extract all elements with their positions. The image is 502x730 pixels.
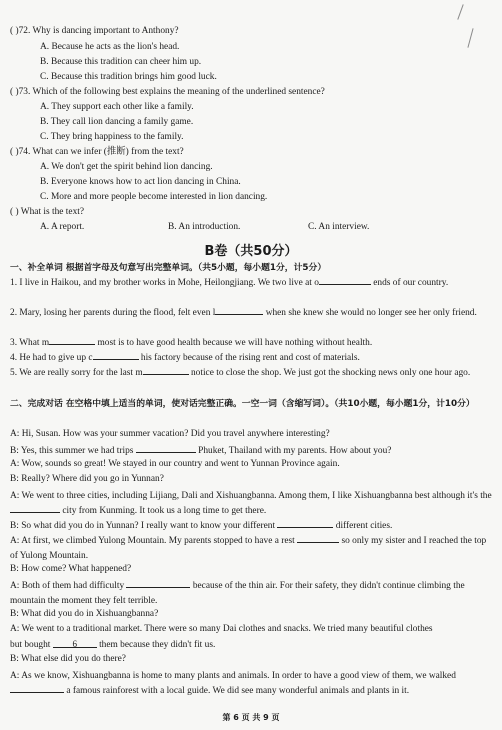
answer-blank[interactable]	[297, 534, 339, 543]
q73-option-c: C. They bring happiness to the family.	[40, 132, 184, 142]
s1-item-4: 4. He had to give up c his factory because of the rising rent and cost of materials.	[10, 353, 360, 363]
q72-option-c: C. Because this tradition brings him good luck.	[40, 72, 217, 82]
answer-blank[interactable]	[10, 504, 60, 513]
q74-option-a: A. We don't get the spirit behind lion dancing.	[40, 162, 213, 172]
s1-item-1: 1. I live in Haikou, and my brother works in Mohe, Heilongjiang. We two live at o ends of our country.	[10, 278, 449, 288]
answer-blank[interactable]	[93, 351, 139, 360]
dialogue-line: A: We went to three cities, including Lijiang, Dali and Xishuangbanna. Among them, I like Xishuangbanna best although it's the city from Kunming. It took us a long time to get there.	[10, 491, 492, 516]
scan-mark	[457, 4, 463, 19]
dialogue-line: B: Really? Where did you go in Yunnan?	[10, 474, 164, 484]
dialogue-line: B: Yes, this summer we had trips Phuket, Thailand with my parents. How about you?	[10, 446, 392, 456]
answer-blank[interactable]	[319, 276, 371, 285]
part-b-title: B卷（共50分）	[204, 244, 298, 259]
q75-option-a: A. A report.	[40, 222, 85, 232]
q73-option-a: A. They support each other like a family.	[40, 102, 194, 112]
q74-option-c: C. More and more people become interested in lion dancing.	[40, 192, 268, 202]
q72-option-a: A. Because he acts as the lion's head.	[40, 42, 180, 52]
s1-item-2: 2. Mary, losing her parents during the flood, felt even l when she knew she would no longer see her only friend.	[10, 308, 477, 318]
dialogue-line: A: Wow, sounds so great! We stayed in our country and went to Yunnan Province again.	[10, 459, 340, 469]
dialogue-line: B: So what did you do in Yunnan? I really want to know your different different cities.	[10, 521, 393, 531]
dialogue-line: B: How come? What happened?	[10, 564, 132, 574]
dialogue-line: A: Hi, Susan. How was your summer vacation? Did you travel anywhere interesting?	[10, 429, 330, 439]
s1-item-3: 3. What m most is to have good health because we will have nothing without health.	[10, 338, 373, 348]
q73-stem: ( )73. Which of the following best explains the meaning of the underlined sentence?	[10, 87, 325, 97]
answer-blank[interactable]	[277, 519, 333, 528]
dialogue-line: A: At first, we climbed Yulong Mountain. My parents stopped to have a rest so only my sister and I reached the top of Yulong Mountain.	[10, 536, 487, 561]
q73-option-b: B. They call lion dancing a family game.	[40, 117, 194, 127]
section1-heading: 一、补全单词 根据首字母及句意写出完整单词。（共5小题，每小题1分，计5分）	[10, 263, 327, 273]
dialogue-line: but bought 6 them because they didn't fit us.	[10, 639, 216, 650]
q72-option-b: B. Because this tradition can cheer him up.	[40, 57, 202, 67]
dialogue-line: A: As we know, Xishuangbanna is home to many plants and animals. In order to have a good view of them, we walked a famous rainforest with a local guide. We did see many wonderful animals and plants in it.	[10, 671, 456, 696]
answer-blank[interactable]: 6	[53, 639, 97, 648]
answer-blank[interactable]	[49, 336, 95, 345]
q75-stem: ( ) What is the text?	[10, 207, 85, 217]
answer-blank[interactable]	[215, 306, 263, 315]
answer-blank[interactable]	[136, 444, 196, 453]
dialogue-line: A: We went to a traditional market. There were so many Dai clothes and snacks. We tried many beautiful clothes	[10, 624, 433, 634]
q72-stem: ( )72. Why is dancing important to Anthony?	[10, 26, 179, 36]
page-number: 第 6 页 共 9 页	[222, 713, 280, 722]
dialogue-line: A: Both of them had difficulty because of the thin air. For their safety, they didn't continue climbing the mountain the moment they felt terrible.	[10, 581, 465, 606]
section2-heading: 二、完成对话 在空格中填上适当的单词，使对话完整正确。一空一词（含缩写词）。（共10小题，每小题1分，计10分）	[10, 399, 475, 409]
answer-blank[interactable]	[143, 366, 189, 375]
q75-option-b: B. An introduction.	[168, 222, 241, 232]
s1-item-5: 5. We are really sorry for the last m notice to close the shop. We just got the shocking news only one hour ago.	[10, 368, 471, 378]
answer-blank[interactable]	[126, 579, 190, 588]
q74-option-b: B. Everyone knows how to act lion dancing in China.	[40, 177, 241, 187]
q74-stem: ( )74. What can we infer (推断) from the text?	[10, 147, 184, 157]
q75-option-c: C. An interview.	[308, 222, 370, 232]
dialogue-line: B: What else did you do there?	[10, 654, 126, 664]
answer-blank[interactable]	[10, 684, 64, 693]
dialogue-line: B: What did you do in Xishuangbanna?	[10, 609, 159, 619]
